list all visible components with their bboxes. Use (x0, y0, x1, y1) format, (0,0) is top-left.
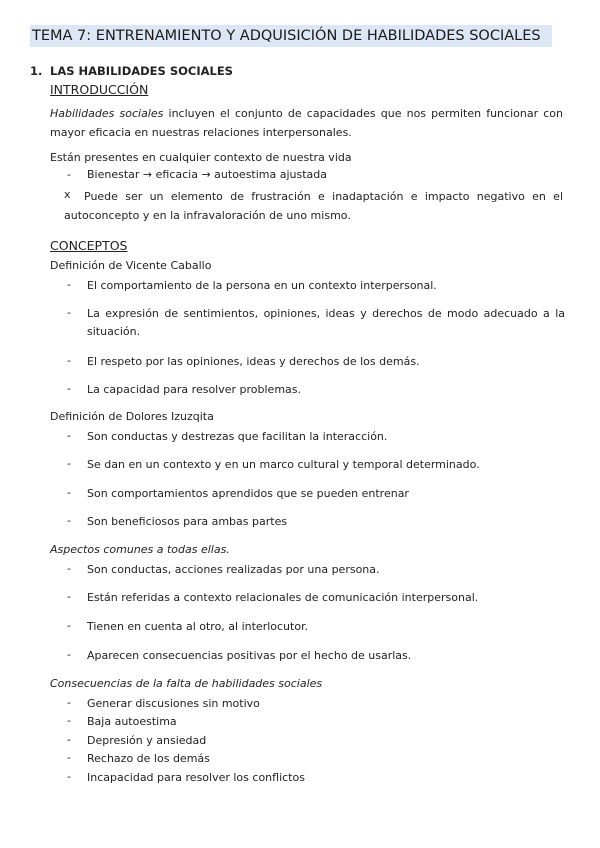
document-title: TEMA 7: ENTRENAMIENTO Y ADQUISICIÓN DE HABILIDADES SOCIALES (30, 25, 552, 47)
list-item: Son comportamientos aprendidos que se pueden entrenar (87, 487, 409, 500)
section-title: LAS HABILIDADES SOCIALES (50, 64, 233, 78)
list-item: El comportamiento de la persona en un contexto interpersonal. (87, 279, 437, 292)
wellbeing-chain: Bienestar → eficacia → autoestima ajustada (87, 168, 328, 181)
dash-marker: - (67, 562, 71, 575)
x-paragraph: Puede ser un elemento de frustración e inadaptación e impacto negativo en el autoconcepto y en la infravaloración de uno mismo. (64, 190, 563, 222)
intro-text: incluyen el conjunto de capacidades que nos permiten funcionar con mayor eficacia en nuestras relaciones interpersonales. (50, 107, 563, 139)
list-item: Son conductas y destrezas que facilitan la interacción. (87, 430, 388, 443)
list-item: Tienen en cuenta al otro, al interlocutor. (87, 620, 309, 633)
list-item: La expresión de sentimientos, opiniones, ideas y derechos de modo adecuado a la situación. (87, 307, 565, 338)
dash-marker: - (67, 590, 71, 603)
list-item: La capacidad para resolver problemas. (87, 383, 302, 396)
dash-marker: - (67, 457, 71, 470)
consequences-title: Consecuencias de la falta de habilidades sociales (50, 677, 323, 690)
dash-marker: - (67, 648, 71, 661)
def1-title: Definición de Vicente Caballo (50, 259, 212, 272)
intro-term: Habilidades sociales (50, 107, 164, 120)
list-item: Incapacidad para resolver los conflictos (87, 771, 305, 784)
dash-marker: - (67, 619, 71, 632)
present-text: Están presentes en cualquier contexto de nuestra vida (50, 151, 352, 164)
dash-marker: - (67, 168, 71, 181)
dash-marker: - (67, 514, 71, 527)
list-item: Son beneficiosos para ambas partes (87, 515, 288, 528)
list-item: Aparecen consecuencias positivas por el hecho de usarlas. (87, 649, 412, 662)
list-item: Generar discusiones sin motivo (87, 697, 260, 710)
def2-title: Definición de Dolores Izuzqita (50, 410, 214, 423)
list-item: Se dan en un contexto y en un marco cultural y temporal determinado. (87, 458, 480, 471)
list-item: Baja autoestima (87, 715, 177, 728)
intro-paragraph (50, 104, 563, 142)
dash-marker: - (67, 714, 71, 727)
dash-marker: - (67, 429, 71, 442)
dash-marker: - (67, 486, 71, 499)
list-item: Están referidas a contexto relacionales de comunicación interpersonal. (87, 591, 479, 604)
intro-heading: INTRODUCCIÓN (50, 82, 149, 97)
dash-marker: - (67, 354, 71, 367)
dash-marker: - (67, 278, 71, 291)
dash-marker: - (67, 382, 71, 395)
section-number: 1. (30, 64, 43, 78)
conceptos-heading: CONCEPTOS (50, 238, 128, 253)
dash-marker: - (67, 696, 71, 709)
list-item: El respeto por las opiniones, ideas y derechos de los demás. (87, 355, 420, 368)
dash-marker: - (67, 733, 71, 746)
dash-marker: - (67, 306, 71, 319)
list-item: Depresión y ansiedad (87, 734, 207, 747)
list-item: Rechazo de los demás (87, 752, 210, 765)
aspects-title: Aspectos comunes a todas ellas. (50, 543, 230, 556)
list-item: Son conductas, acciones realizadas por una persona. (87, 563, 380, 576)
x-marker: x (64, 188, 71, 201)
dash-marker: - (67, 770, 71, 783)
dash-marker: - (67, 751, 71, 764)
